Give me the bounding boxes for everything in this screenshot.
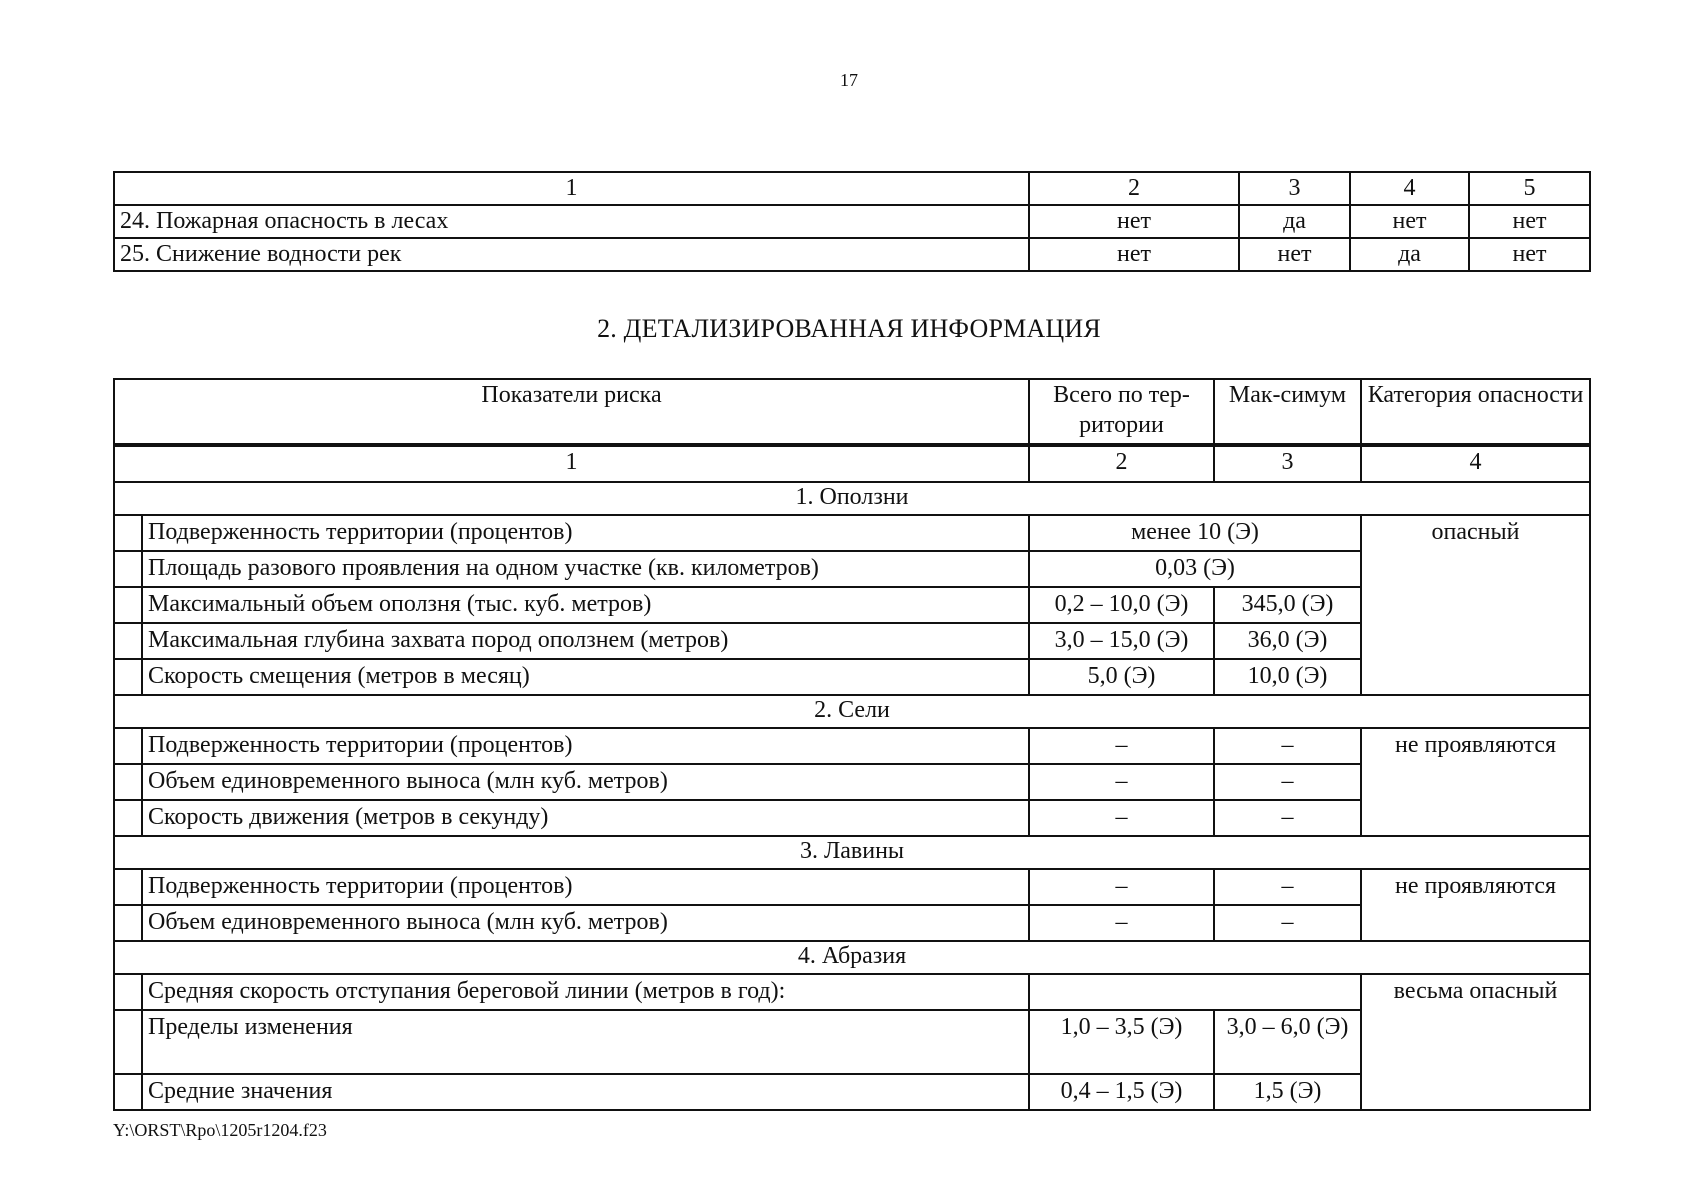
cell-value: нет bbox=[1239, 238, 1350, 271]
total-value: – bbox=[1029, 869, 1214, 905]
hazard-category: не проявляются bbox=[1361, 728, 1590, 836]
table-header-row bbox=[114, 172, 1590, 205]
table-row bbox=[114, 238, 1590, 271]
total-value: – bbox=[1029, 800, 1214, 836]
cell-value: нет bbox=[1469, 205, 1590, 238]
max-value: 345,0 (Э) bbox=[1214, 587, 1361, 623]
column-number: 4 bbox=[1350, 172, 1469, 205]
column-number: 5 bbox=[1469, 172, 1590, 205]
cell-value: да bbox=[1239, 205, 1350, 238]
row-label: Объем единовременного выноса (млн куб. метров) bbox=[142, 905, 1029, 941]
indent-cell bbox=[114, 659, 142, 695]
column-number: 2 bbox=[1029, 172, 1239, 205]
column-number-row bbox=[114, 445, 1590, 482]
total-value: – bbox=[1029, 764, 1214, 800]
hazard-category: весьма опасный bbox=[1361, 974, 1590, 1110]
total-value: 1,0 – 3,5 (Э) bbox=[1029, 1010, 1214, 1074]
row-label: Скорость смещения (метров в месяц) bbox=[142, 659, 1029, 695]
indent-cell bbox=[114, 1010, 142, 1074]
max-value: – bbox=[1214, 728, 1361, 764]
indent-cell bbox=[114, 869, 142, 905]
column-number: 1 bbox=[114, 172, 1029, 205]
max-value: 36,0 (Э) bbox=[1214, 623, 1361, 659]
group-heading-row bbox=[114, 695, 1590, 728]
column-number: 2 bbox=[1029, 445, 1214, 482]
row-label: Подверженность территории (процентов) bbox=[142, 869, 1029, 905]
total-value: – bbox=[1029, 905, 1214, 941]
merged-value: 0,03 (Э) bbox=[1029, 551, 1361, 587]
table-row bbox=[114, 728, 1590, 764]
indent-cell bbox=[114, 800, 142, 836]
max-value: 10,0 (Э) bbox=[1214, 659, 1361, 695]
hazard-category: не проявляются bbox=[1361, 869, 1590, 941]
row-label: Максимальная глубина захвата пород оползнем (метров) bbox=[142, 623, 1029, 659]
indent-cell bbox=[114, 974, 142, 1010]
table-row bbox=[114, 205, 1590, 238]
total-value: – bbox=[1029, 728, 1214, 764]
row-label: Площадь разового проявления на одном участке (кв. километров) bbox=[142, 551, 1029, 587]
max-value: – bbox=[1214, 800, 1361, 836]
row-label: Максимальный объем оползня (тыс. куб. метров) bbox=[142, 587, 1029, 623]
max-value: 3,0 – 6,0 (Э) bbox=[1214, 1010, 1361, 1074]
group-heading-row bbox=[114, 836, 1590, 869]
column-number: 1 bbox=[114, 445, 1029, 482]
cell-value: да bbox=[1350, 238, 1469, 271]
indent-cell bbox=[114, 623, 142, 659]
row-label: Подверженность территории (процентов) bbox=[142, 728, 1029, 764]
indent-cell bbox=[114, 587, 142, 623]
row-label: Скорость движения (метров в секунду) bbox=[142, 800, 1029, 836]
max-value: – bbox=[1214, 764, 1361, 800]
max-value: – bbox=[1214, 905, 1361, 941]
column-number: 3 bbox=[1214, 445, 1361, 482]
column-number: 4 bbox=[1361, 445, 1590, 482]
hazard-category: опасный bbox=[1361, 515, 1590, 695]
column-number: 3 bbox=[1239, 172, 1350, 205]
continuation-table bbox=[113, 171, 1591, 272]
group-title: 2. Сели bbox=[114, 695, 1590, 728]
row-label: 25. Снижение водности рек bbox=[114, 238, 1029, 271]
total-value: 3,0 – 15,0 (Э) bbox=[1029, 623, 1214, 659]
group-heading-row bbox=[114, 941, 1590, 974]
indent-cell bbox=[114, 728, 142, 764]
row-label: Объем единовременного выноса (млн куб. метров) bbox=[142, 764, 1029, 800]
cell-value: нет bbox=[1350, 205, 1469, 238]
group-title: 3. Лавины bbox=[114, 836, 1590, 869]
header-maximum: Мак-симум bbox=[1214, 379, 1361, 445]
cell-value: нет bbox=[1029, 238, 1239, 271]
section-title: 2. ДЕТАЛИЗИРОВАННАЯ ИНФОРМАЦИЯ bbox=[597, 314, 1101, 343]
header-indicators: Показатели риска bbox=[114, 379, 1029, 445]
row-label: Средние значения bbox=[142, 1074, 1029, 1110]
row-label: Средняя скорость отступания береговой линии (метров в год): bbox=[142, 974, 1029, 1010]
cell-value: нет bbox=[1469, 238, 1590, 271]
file-path-footer: Y:\ORST\Rpo\1205r1204.f23 bbox=[113, 1120, 327, 1140]
indent-cell bbox=[114, 551, 142, 587]
merged-value: менее 10 (Э) bbox=[1029, 515, 1361, 551]
total-value bbox=[1029, 974, 1361, 1010]
table-row bbox=[114, 974, 1590, 1010]
group-title: 1. Оползни bbox=[114, 482, 1590, 515]
row-label: Подверженность территории (процентов) bbox=[142, 515, 1029, 551]
indent-cell bbox=[114, 905, 142, 941]
indent-cell bbox=[114, 1074, 142, 1110]
max-value: – bbox=[1214, 869, 1361, 905]
indent-cell bbox=[114, 764, 142, 800]
row-label: 24. Пожарная опасность в лесах bbox=[114, 205, 1029, 238]
total-value: 0,4 – 1,5 (Э) bbox=[1029, 1074, 1214, 1110]
group-heading-row bbox=[114, 482, 1590, 515]
total-value: 0,2 – 10,0 (Э) bbox=[1029, 587, 1214, 623]
max-value: 1,5 (Э) bbox=[1214, 1074, 1361, 1110]
group-title: 4. Абразия bbox=[114, 941, 1590, 974]
detail-table bbox=[113, 378, 1591, 1111]
detail-header-row bbox=[114, 379, 1590, 445]
row-label: Пределы изменения bbox=[142, 1010, 1029, 1074]
table-row bbox=[114, 869, 1590, 905]
header-total: Всего по тер-ритории bbox=[1029, 379, 1214, 445]
header-category: Категория опасности bbox=[1361, 379, 1590, 445]
table-row bbox=[114, 515, 1590, 551]
indent-cell bbox=[114, 515, 142, 551]
page-number: 17 bbox=[840, 70, 858, 90]
total-value: 5,0 (Э) bbox=[1029, 659, 1214, 695]
cell-value: нет bbox=[1029, 205, 1239, 238]
